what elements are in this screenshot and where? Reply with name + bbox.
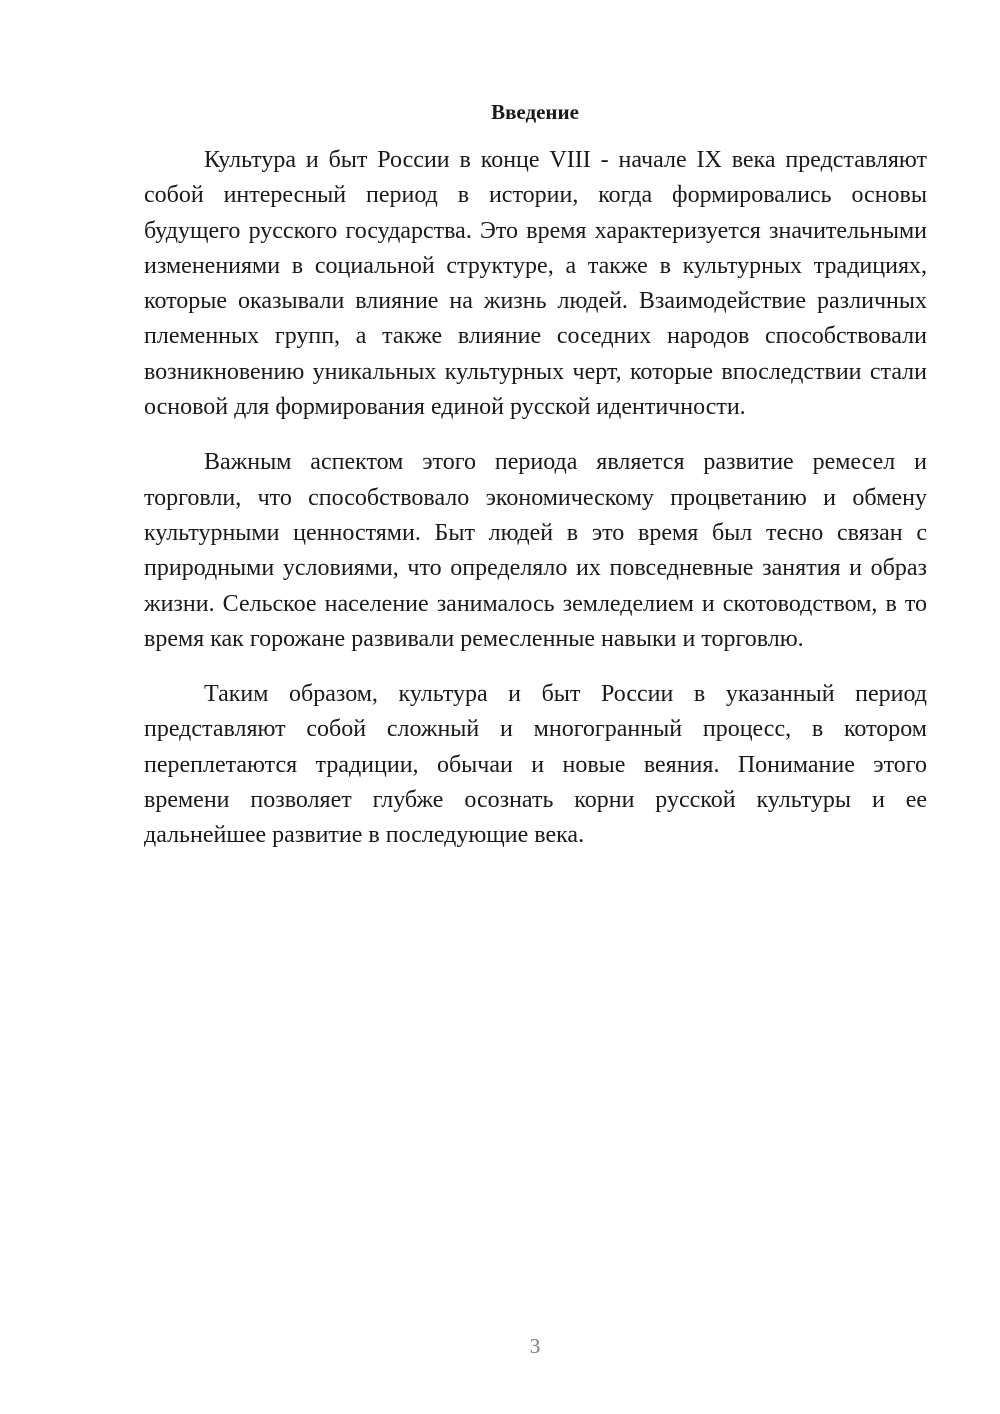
body-text xyxy=(144,143,927,874)
paragraph-2: Важным аспектом этого периода является развитие ремесел и торговли, что способствовало экономическому процветанию и обмену культурными ценностями. Быт людей в это время был тесно связан с природными условиями, что определяло их повседневные занятия и образ жизни. Сельское население занималось земледелием и скотоводством, в то время как горожане развивали ремесленные навыки и торговлю. xyxy=(144,449,927,652)
page-number: 3 xyxy=(529,1334,541,1358)
paragraph-1: Культура и быт России в конце VIII - начале IX века представляют собой интересный период в истории, когда формировались основы будущего русского государства. Это время характеризуется значительными изменениями в социальной структуре, а также в культурных традициях, которые оказывали влияние на жизнь людей. Взаимодействие различных племенных групп, а также влияние соседних народов способствовали возникновению уникальных культурных черт, которые впоследствии стали основой для формирования единой русской идентичности. xyxy=(144,147,927,421)
page-title: Введение xyxy=(491,100,579,124)
paragraph-3: Таким образом, культура и быт России в указанный период представляют собой сложный и многогранный процесс, в котором переплетаются традиции, обычаи и новые веяния. Понимание этого времени позволяет глубже осознать корни русской культуры и ее дальнейшее развитие в последующие века. xyxy=(144,681,927,849)
